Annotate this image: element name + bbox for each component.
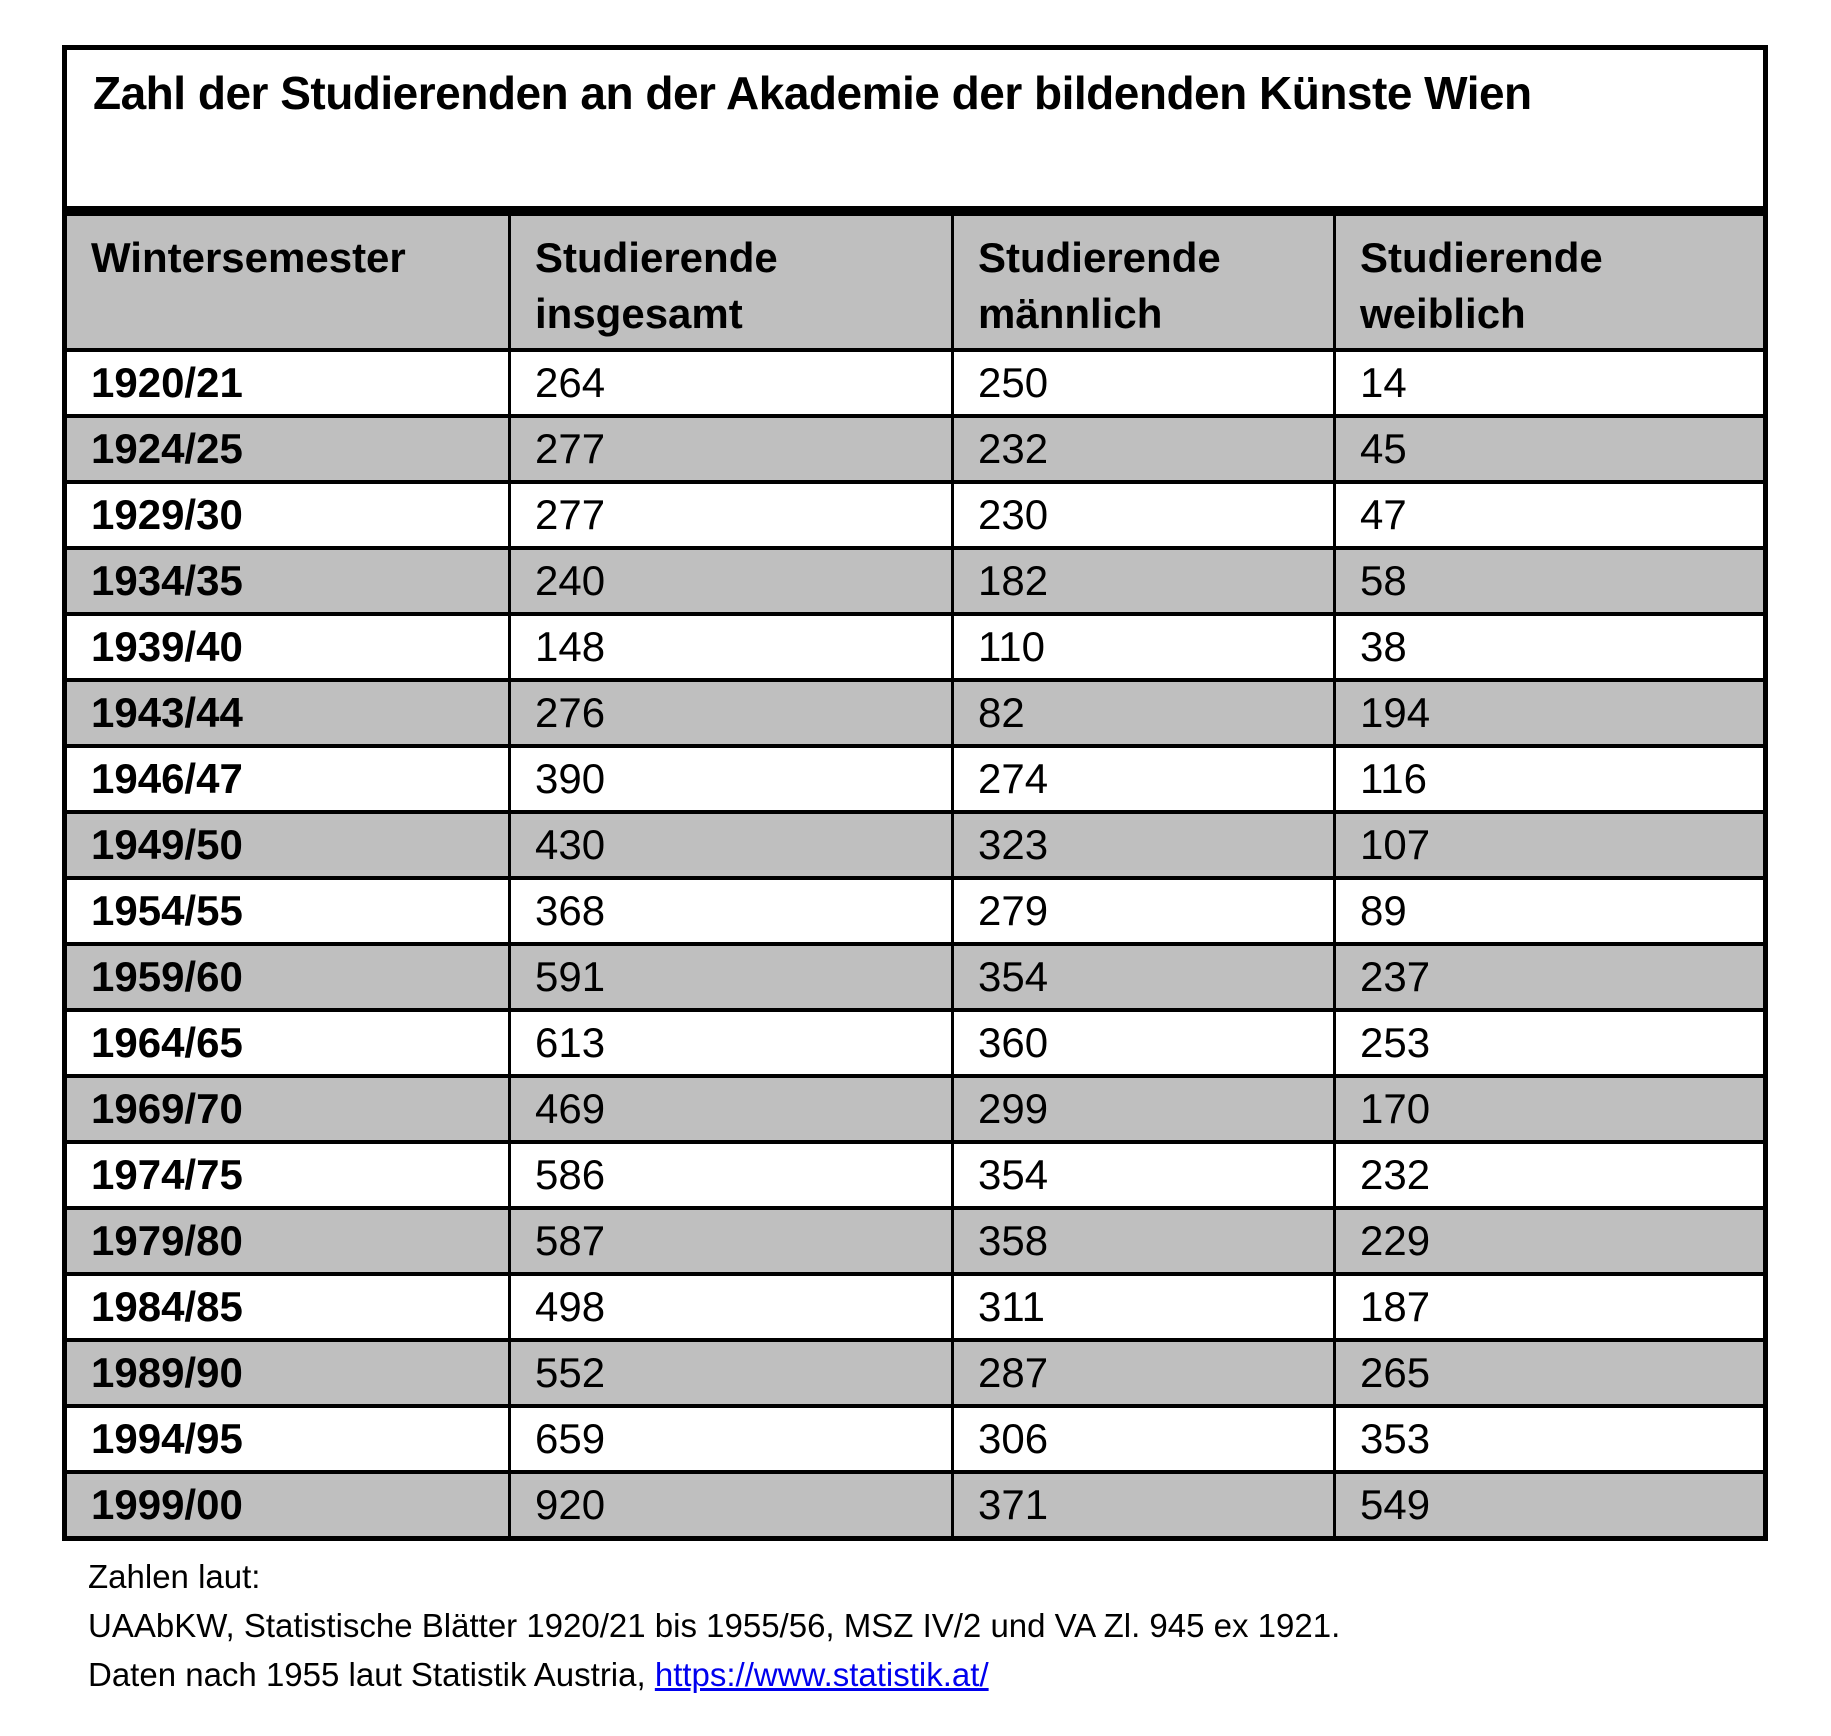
value-cell-maennlich: 354: [953, 1142, 1335, 1208]
table-row: [65, 416, 1766, 482]
value-cell-weiblich: 47: [1335, 482, 1766, 548]
value-cell-maennlich: 230: [953, 482, 1335, 548]
value-cell-maennlich: 358: [953, 1208, 1335, 1274]
value-cell-insgesamt: 659: [510, 1406, 953, 1472]
value-cell-weiblich: 14: [1335, 350, 1766, 416]
value-cell-insgesamt: 587: [510, 1208, 953, 1274]
value-cell-insgesamt: 240: [510, 548, 953, 614]
semester-cell: 1934/35: [65, 548, 510, 614]
value-cell-weiblich: 253: [1335, 1010, 1766, 1076]
table-row: [65, 680, 1766, 746]
col-header-maennlich: [953, 211, 1335, 350]
semester-cell: 1964/65: [65, 1010, 510, 1076]
value-cell-maennlich: 182: [953, 548, 1335, 614]
value-cell-maennlich: 274: [953, 746, 1335, 812]
table-row: [65, 1472, 1766, 1539]
semester-cell: 1974/75: [65, 1142, 510, 1208]
value-cell-weiblich: 232: [1335, 1142, 1766, 1208]
col-header-wintersemester: [65, 211, 510, 350]
table-row: [65, 548, 1766, 614]
semester-cell: 1929/30: [65, 482, 510, 548]
value-cell-insgesamt: 613: [510, 1010, 953, 1076]
value-cell-maennlich: 306: [953, 1406, 1335, 1472]
table-row: [65, 1208, 1766, 1274]
value-cell-weiblich: 549: [1335, 1472, 1766, 1539]
value-cell-maennlich: 82: [953, 680, 1335, 746]
value-cell-insgesamt: 591: [510, 944, 953, 1010]
value-cell-insgesamt: 552: [510, 1340, 953, 1406]
table-row: [65, 614, 1766, 680]
table-row: [65, 1274, 1766, 1340]
value-cell-weiblich: 116: [1335, 746, 1766, 812]
value-cell-insgesamt: 264: [510, 350, 953, 416]
table-row: [65, 1076, 1766, 1142]
col-header-line: Studierende: [535, 234, 778, 281]
semester-cell: 1954/55: [65, 878, 510, 944]
value-cell-maennlich: 360: [953, 1010, 1335, 1076]
value-cell-weiblich: 353: [1335, 1406, 1766, 1472]
col-header-line: männlich: [978, 290, 1163, 337]
value-cell-weiblich: 187: [1335, 1274, 1766, 1340]
value-cell-insgesamt: 586: [510, 1142, 953, 1208]
value-cell-weiblich: 237: [1335, 944, 1766, 1010]
value-cell-insgesamt: 469: [510, 1076, 953, 1142]
source-note: [88, 1552, 1340, 1699]
value-cell-weiblich: 38: [1335, 614, 1766, 680]
value-cell-weiblich: 58: [1335, 548, 1766, 614]
value-cell-weiblich: 170: [1335, 1076, 1766, 1142]
title-row: [65, 48, 1766, 212]
value-cell-insgesamt: 277: [510, 416, 953, 482]
value-cell-insgesamt: 276: [510, 680, 953, 746]
col-header-line: Studierende: [1360, 234, 1603, 281]
value-cell-maennlich: 232: [953, 416, 1335, 482]
value-cell-insgesamt: 920: [510, 1472, 953, 1539]
source-note-line3-text: Daten nach 1955 laut Statistik Austria,: [88, 1656, 655, 1693]
value-cell-maennlich: 110: [953, 614, 1335, 680]
value-cell-maennlich: 311: [953, 1274, 1335, 1340]
header-row: [65, 211, 1766, 350]
value-cell-weiblich: 107: [1335, 812, 1766, 878]
col-header-line: Studierende: [978, 234, 1221, 281]
table-title: Zahl der Studierenden an der Akademie der bildenden Künste Wien: [65, 48, 1766, 212]
table-row: [65, 350, 1766, 416]
value-cell-maennlich: 279: [953, 878, 1335, 944]
value-cell-insgesamt: 148: [510, 614, 953, 680]
semester-cell: 1984/85: [65, 1274, 510, 1340]
table-row: [65, 1340, 1766, 1406]
value-cell-maennlich: 250: [953, 350, 1335, 416]
source-note-line1: Zahlen laut:: [88, 1558, 261, 1595]
semester-cell: 1943/44: [65, 680, 510, 746]
value-cell-maennlich: 323: [953, 812, 1335, 878]
value-cell-maennlich: 354: [953, 944, 1335, 1010]
source-note-line3: [88, 1650, 1340, 1699]
value-cell-weiblich: 265: [1335, 1340, 1766, 1406]
value-cell-maennlich: 299: [953, 1076, 1335, 1142]
col-header-line: insgesamt: [535, 290, 743, 337]
semester-cell: 1989/90: [65, 1340, 510, 1406]
value-cell-weiblich: 89: [1335, 878, 1766, 944]
value-cell-maennlich: 287: [953, 1340, 1335, 1406]
semester-cell: 1959/60: [65, 944, 510, 1010]
value-cell-weiblich: 194: [1335, 680, 1766, 746]
source-note-line2: UAAbKW, Statistische Blätter 1920/21 bis 1955/56, MSZ IV/2 und VA Zl. 945 ex 1921.: [88, 1607, 1341, 1644]
value-cell-maennlich: 371: [953, 1472, 1335, 1539]
value-cell-weiblich: 229: [1335, 1208, 1766, 1274]
table-row: [65, 812, 1766, 878]
semester-cell: 1949/50: [65, 812, 510, 878]
semester-cell: 1969/70: [65, 1076, 510, 1142]
col-header-line: Wintersemester: [91, 234, 406, 281]
semester-cell: 1939/40: [65, 614, 510, 680]
table-row: [65, 944, 1766, 1010]
semester-cell: 1924/25: [65, 416, 510, 482]
semester-cell: 1979/80: [65, 1208, 510, 1274]
semester-cell: 1999/00: [65, 1472, 510, 1539]
semester-cell: 1920/21: [65, 350, 510, 416]
value-cell-insgesamt: 390: [510, 746, 953, 812]
table-row: [65, 1142, 1766, 1208]
table-row: [65, 1406, 1766, 1472]
col-header-weiblich: [1335, 211, 1766, 350]
statistik-at-link[interactable]: https://www.statistik.at/: [654, 1656, 989, 1693]
table-row: [65, 482, 1766, 548]
table-row: [65, 746, 1766, 812]
semester-cell: 1946/47: [65, 746, 510, 812]
value-cell-insgesamt: 368: [510, 878, 953, 944]
value-cell-insgesamt: 498: [510, 1274, 953, 1340]
table-row: [65, 878, 1766, 944]
value-cell-insgesamt: 277: [510, 482, 953, 548]
semester-cell: 1994/95: [65, 1406, 510, 1472]
value-cell-weiblich: 45: [1335, 416, 1766, 482]
students-table: [62, 45, 1768, 1541]
value-cell-insgesamt: 430: [510, 812, 953, 878]
table-row: [65, 1010, 1766, 1076]
col-header-insgesamt: [510, 211, 953, 350]
col-header-line: weiblich: [1360, 290, 1526, 337]
